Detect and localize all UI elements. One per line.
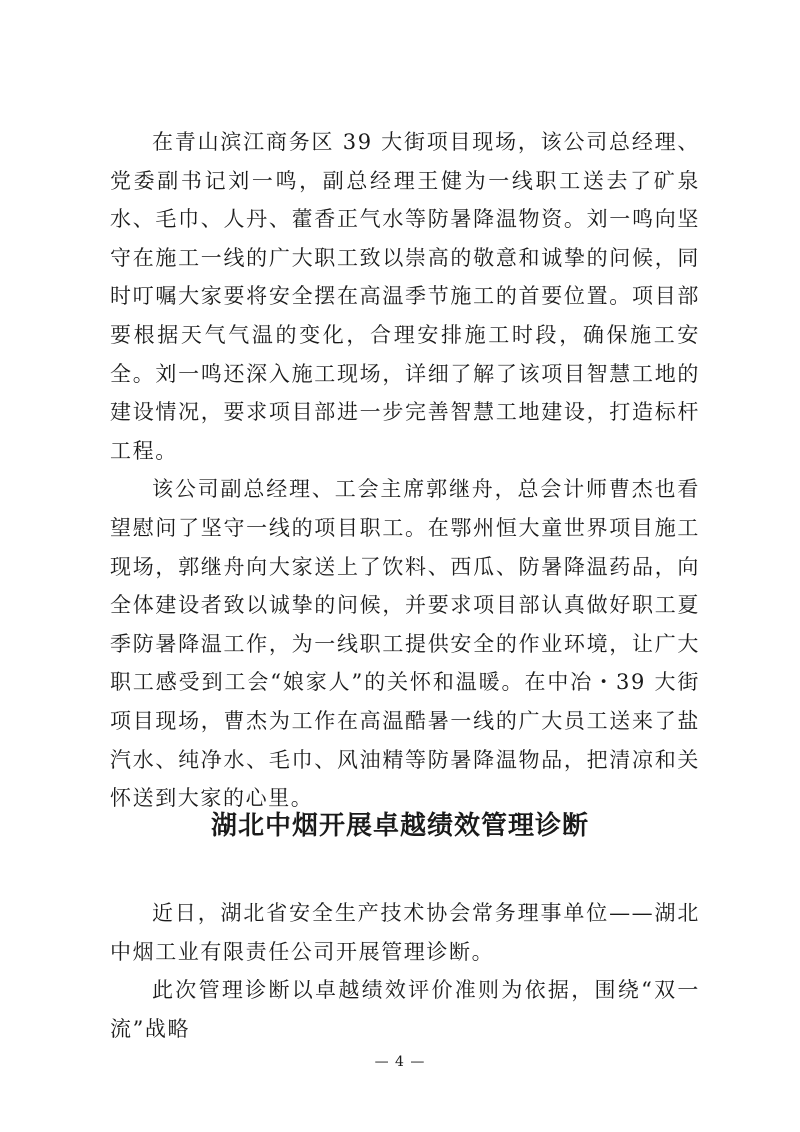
paragraph: 此次管理诊断以卓越绩效评价准则为依据，围绕“双一流”战略 [110, 978, 700, 1041]
paragraph: 在青山滨江商务区 39 大街项目现场，该公司总经理、党委副书记刘一鸣，副总经理王健为一线职工送去了矿泉水、毛巾、人丹、藿香正气水等防暑降温物资。刘一鸣向坚守在施工一线的广大职工致以崇高的敬意和诚挚的问候，同时叮嘱大家要将安全摆在高温季节施工的首要位置。项目部要根据天气气温的变化，合理安排施工时段，确保施工安全。刘一鸣还深入施工现场，详细了解了该项目智慧工地的建设情况，要求项目部进一步完善智慧工地建设，打造标杆工程。 [110, 130, 700, 463]
page-number: — 4 — [374, 1054, 426, 1070]
paragraph: 该公司副总经理、工会主席郭继舟，总会计师曹杰也看望慰问了坚守一线的项目职工。在鄂州恒大童世界项目施工现场，郭继舟向大家送上了饮料、西瓜、防暑降温药品，向全体建设者致以诚挚的问候，并要求项目部认真做好职工夏季防暑降温工作，为一线职工提供安全的作业环境，让广大职工感受到工会“娘家人”的关怀和温暖。在中冶・39 大街项目现场，曹杰为工作在高温酷暑一线的广大员工送来了盐汽水、纯净水、毛巾、风油精等防暑降温物品，把清凉和关怀送到大家的心里。 [110, 477, 700, 811]
article-2-body [110, 894, 700, 1048]
article-2-title: 湖北中烟开展卓越绩效管理诊断 [210, 811, 589, 841]
paragraph: 近日，湖北省安全生产技术协会常务理事单位——湖北中烟工业有限责任公司开展管理诊断。 [110, 901, 700, 964]
article-1-body [110, 123, 700, 818]
